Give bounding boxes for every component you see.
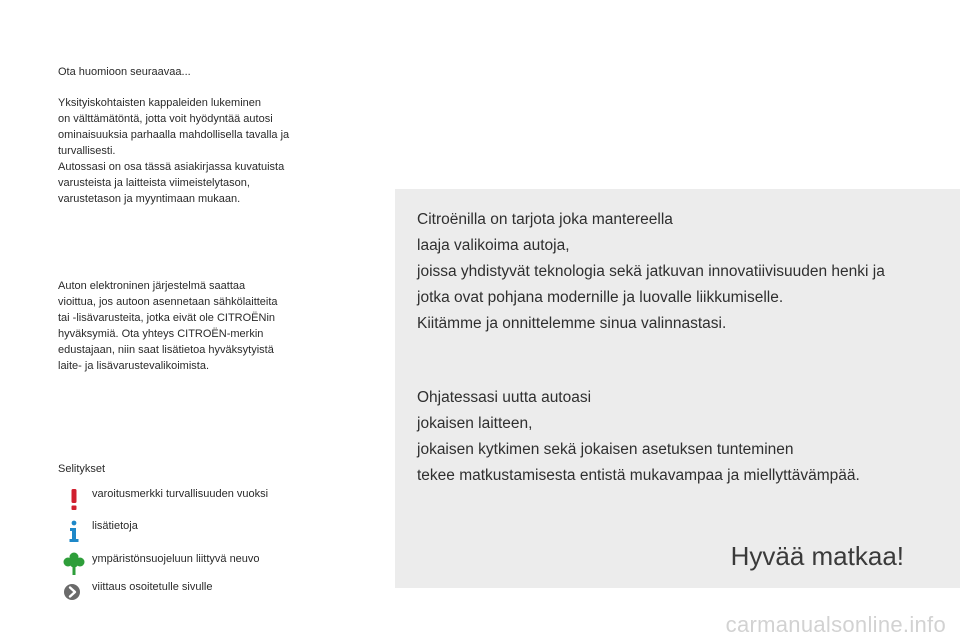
legend-item-page-reference <box>62 580 362 604</box>
panel-line: joissa yhdistyvät teknologia sekä jatkuvan innovatiivisuuden henki ja <box>417 263 885 280</box>
panel-line: jokaisen laitteen, <box>417 415 533 432</box>
text-line: Autossasi on osa tässä asiakirjassa kuvatuista <box>58 161 285 173</box>
legend-label: ympäristönsuojeluun liittyvä neuvo <box>92 553 260 565</box>
text-line: laite- ja lisävarustevalikoimista. <box>58 360 209 372</box>
panel-line: laaja valikoima autoja, <box>417 237 570 254</box>
legend-item-info <box>62 519 362 543</box>
text-line: varustetason ja myyntimaan mukaan. <box>58 193 241 205</box>
text-line: vioittua, jos autoon asennetaan sähkölaitteita <box>58 296 278 308</box>
panel-line: Ohjatessasi uutta autoasi <box>417 389 592 406</box>
intro-paragraph-reading <box>58 95 289 207</box>
text-line: hyväksymiä. Ota yhteys CITROËN-merkin <box>58 328 264 340</box>
legend-label: varoitusmerkki turvallisuuden vuoksi <box>92 488 269 500</box>
farewell-text: Hyvää matkaa! <box>730 541 904 571</box>
text-line: tai -lisävarusteita, jotka eivät ole CITROËNin <box>58 312 276 324</box>
text-line: on välttämätöntä, jotta voit hyödyntää autosi <box>58 113 273 125</box>
text-line: turvallisesti. <box>58 145 116 157</box>
panel-line: Kiitämme ja onnittelemme sinua valinnastasi. <box>417 315 727 332</box>
legend-item-environment <box>62 552 362 576</box>
intro-heading: Ota huomioon seuraavaa... <box>58 66 191 78</box>
panel-line: Citroënilla on tarjota joka mantereella <box>417 211 673 228</box>
panel-line: jotka ovat pohjana modernille ja luovalle liikkumiselle. <box>417 289 784 306</box>
legend-label: viittaus osoitetulle sivulle <box>92 581 213 593</box>
welcome-panel <box>395 189 960 588</box>
warning-icon <box>62 487 86 511</box>
tree-icon <box>62 552 86 576</box>
text-line: Auton elektroninen järjestelmä saattaa <box>58 280 246 292</box>
text-line: Yksityiskohtaisten kappaleiden lukeminen <box>58 97 262 109</box>
panel-line: jokaisen kytkimen sekä jokaisen asetuksen tunteminen <box>417 441 794 458</box>
text-line: varusteista ja laitteista viimeistelytason, <box>58 177 250 189</box>
text-line: edustajaan, niin saat lisätietoa hyväksytyistä <box>58 344 274 356</box>
legend-label: lisätietoja <box>92 520 138 532</box>
info-icon <box>62 519 86 543</box>
page-reference-icon <box>62 580 86 604</box>
legend-title: Selitykset <box>58 463 106 475</box>
watermark: carmanualsonline.info <box>725 612 946 637</box>
panel-line: tekee matkustamisesta entistä mukavampaa ja miellyttävämpää. <box>417 467 860 484</box>
legend-item-warning <box>62 487 362 511</box>
intro-paragraph-electronics <box>58 278 278 374</box>
text-line: ominaisuuksia parhaalla mahdollisella tavalla ja <box>58 129 290 141</box>
